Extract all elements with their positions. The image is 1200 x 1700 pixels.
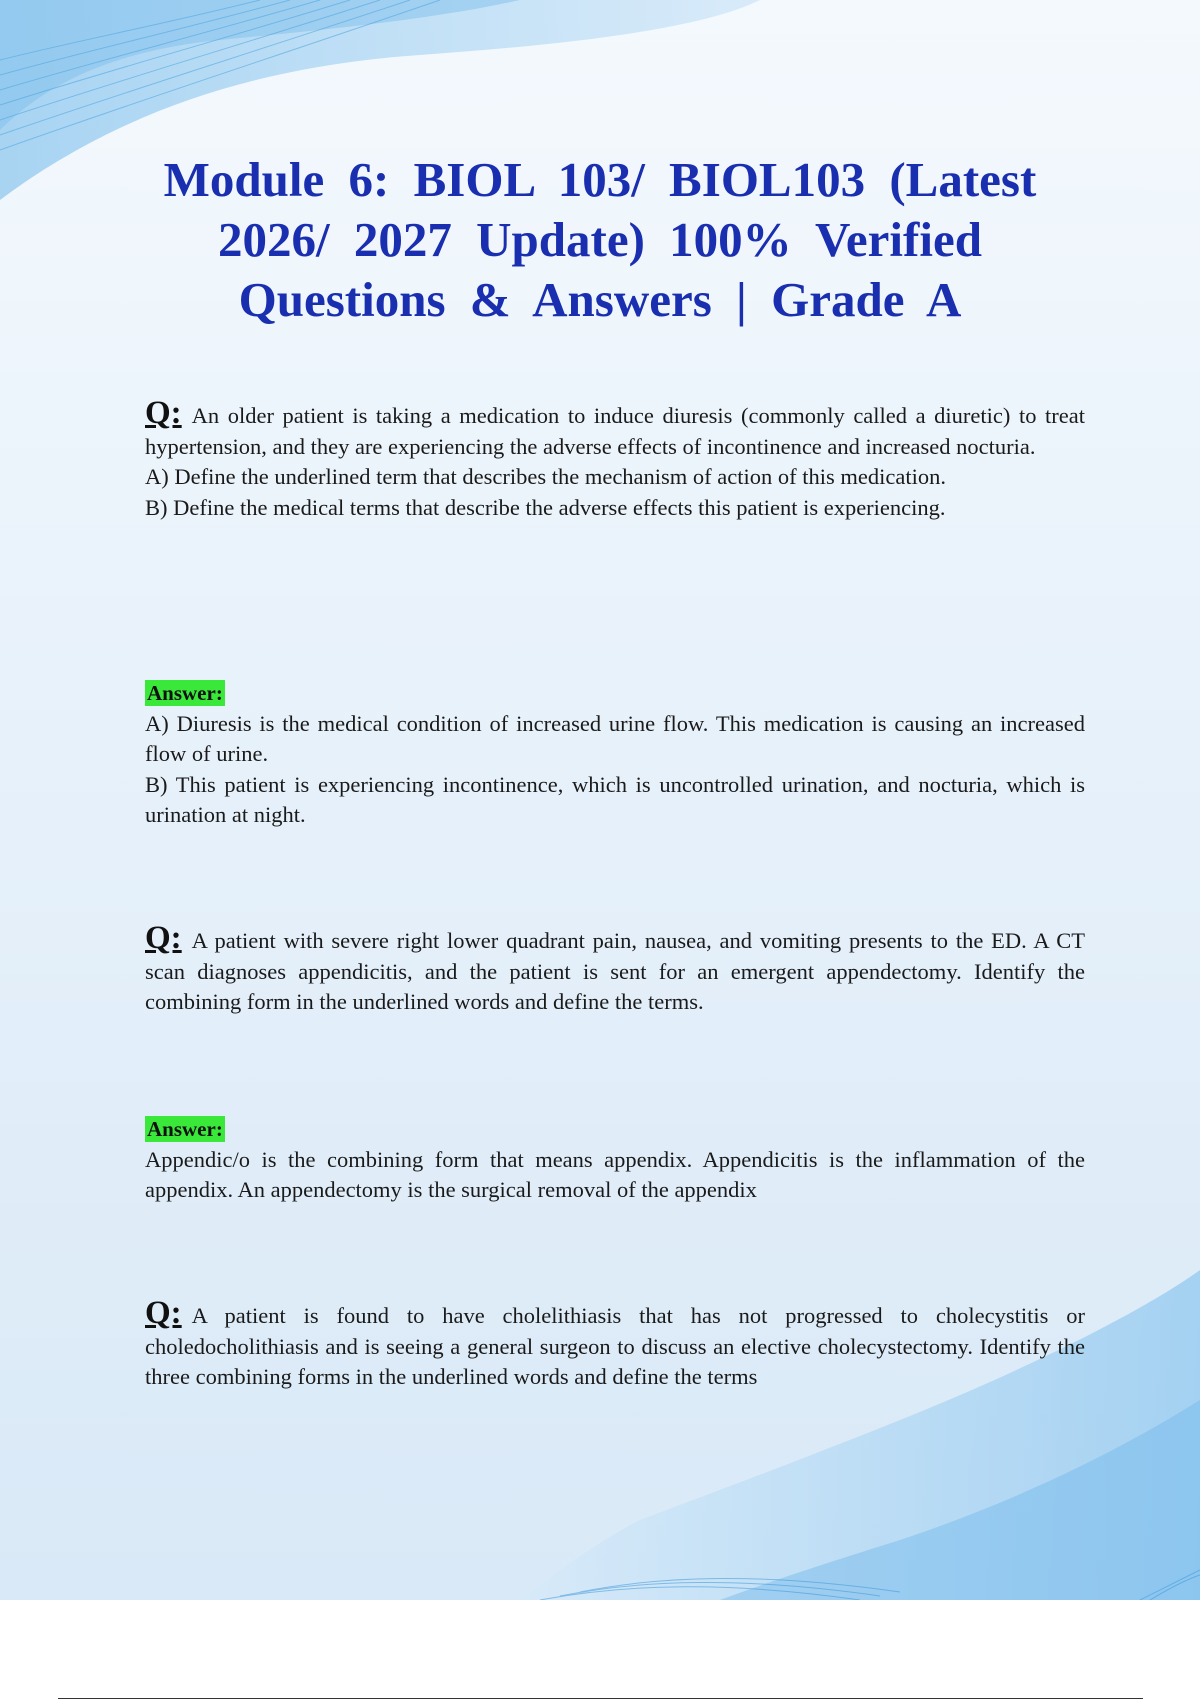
- question-text: Q: An older patient is taking a medication to induce diuresis (commonly called a diuretic) to treat hypertension, and they are experiencing the adverse effects of incontinence and increased nocturia.: [145, 395, 1085, 459]
- answer-block-1: [145, 678, 1085, 831]
- question-part-b: B) Define the medical terms that describe the adverse effects this patient is experiencing.: [145, 494, 946, 520]
- question-block-3: [145, 1295, 1085, 1393]
- question-block-2: [145, 920, 1085, 1018]
- question-text: Q: A patient is found to have cholelithiasis that has not progressed to cholecystitis or choledocholithiasis and is seeing a general surgeon to discuss an elective cholecystectomy. Identify the three combining forms in the underlined words and define the terms: [145, 1295, 1085, 1389]
- question-text: Q: A patient with severe right lower quadrant pain, nausea, and vomiting presents to the ED. A CT scan diagnoses appendicitis, and the patient is sent for an emergent appendectomy. Identify the combining form in the underlined words and define the terms.: [145, 920, 1085, 1014]
- document-title: Module 6: BIOL 103/ BIOL103 (Latest 2026/ 2027 Update) 100% Verified Questions & Answers | Grade A: [163, 152, 1037, 327]
- answer-text: Appendic/o is the combining form that means appendix. Appendicitis is the inflammation of the appendix. An appendectomy is the surgical removal of the appendix: [145, 1146, 1085, 1202]
- answer-label: Answer:: [147, 1117, 223, 1141]
- question-label: Q:: [145, 395, 182, 431]
- question-label: Q:: [145, 1295, 182, 1331]
- answer-part-a: A) Diuresis is the medical condition of increased urine flow. This medication is causing an increased flow of urine.: [145, 710, 1085, 766]
- answer-part-b: B) This patient is experiencing incontinence, which is uncontrolled urination, and nocturia, which is urination at night.: [145, 771, 1085, 827]
- question-block-1: [145, 395, 1085, 523]
- answer-label: Answer:: [147, 681, 223, 705]
- answer-block-2: [145, 1114, 1085, 1206]
- footer-divider: [58, 1698, 1143, 1699]
- question-part-a: A) Define the underlined term that describes the mechanism of action of this medication.: [145, 464, 946, 489]
- question-label: Q:: [145, 920, 182, 956]
